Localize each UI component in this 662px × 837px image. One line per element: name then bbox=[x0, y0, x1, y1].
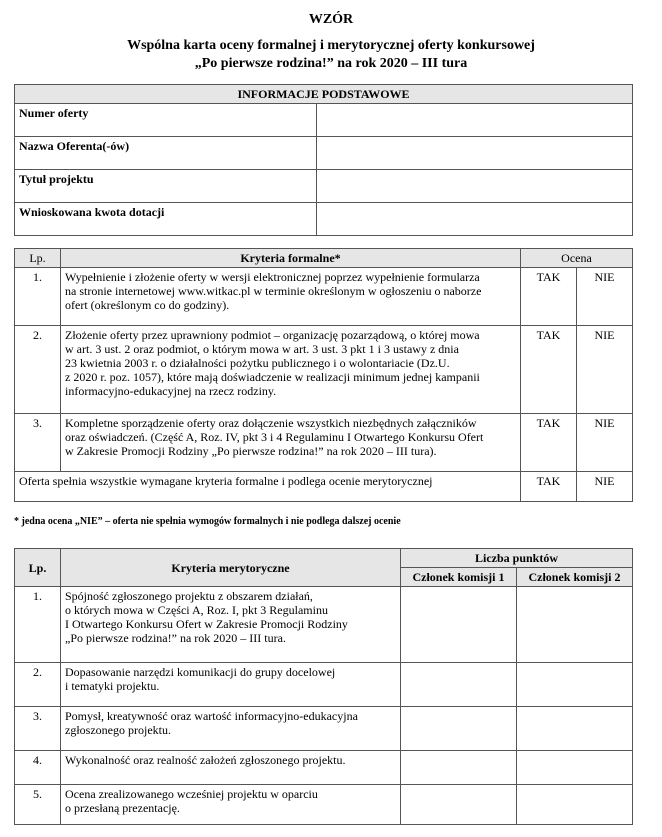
document-title-line1: Wspólna karta oceny formalnej i merytorycznej oferty konkursowej bbox=[127, 38, 535, 53]
member1-score-field[interactable] bbox=[401, 587, 517, 663]
member2-score-field[interactable] bbox=[517, 785, 633, 825]
member1-score-field[interactable] bbox=[401, 707, 517, 751]
offer-number-label: Numer oferty bbox=[15, 104, 317, 137]
document-label: WZÓR bbox=[308, 12, 354, 27]
summary-row bbox=[15, 472, 633, 502]
points-header: Liczba punktów bbox=[401, 549, 633, 568]
member1-score-field[interactable] bbox=[401, 751, 517, 785]
table-row bbox=[15, 707, 633, 751]
table-row bbox=[15, 785, 633, 825]
formal-summary-text: Oferta spełnia wszystkie wymagane kryteria formalne i podlega ocenie merytorycznej bbox=[15, 472, 521, 502]
formal-criteria-table bbox=[14, 248, 633, 502]
grant-amount-label: Wnioskowana kwota dotacji bbox=[15, 203, 317, 236]
table-row bbox=[15, 587, 633, 663]
member1-score-field[interactable] bbox=[401, 785, 517, 825]
applicant-name-field[interactable] bbox=[317, 137, 633, 170]
member2-score-field[interactable] bbox=[517, 587, 633, 663]
rating-no[interactable]: NIE bbox=[577, 326, 633, 414]
rating-no[interactable]: NIE bbox=[577, 268, 633, 326]
table-row bbox=[15, 414, 633, 472]
member1-header: Członek komisji 1 bbox=[401, 568, 517, 587]
formal-row-text: Kompletne sporządzenie oferty oraz dołączenie wszystkich niezbędnych załączników oraz oświadczeń. (Część A, Roz. IV, pkt 3 i 4 Regulaminu I Otwartego Konkursu Ofert w Zakresie Promocji Rodziny „Po pierwsze rodzina!” na rok 2020 – III tura). bbox=[61, 414, 521, 472]
merit-row-text: Wykonalność oraz realność założeń zgłoszonego projektu. bbox=[61, 751, 401, 785]
summary-rating-no[interactable]: NIE bbox=[577, 472, 633, 502]
formal-row-lp: 2. bbox=[15, 326, 61, 414]
merit-row-text: Spójność zgłoszonego projektu z obszarem działań, o których mowa w Części A, Roz. I, pkt 3 Regulaminu I Otwartego Konkursu Ofert w Zakresie Promocji Rodziny „Po pierwsze rodzina!” na rok 2020 – III tura. bbox=[61, 587, 401, 663]
merit-row-text: Ocena zrealizowanego wcześniej projektu w oparciu o przesłaną prezentację. bbox=[61, 785, 401, 825]
member2-header: Członek komisji 2 bbox=[517, 568, 633, 587]
member2-score-field[interactable] bbox=[517, 751, 633, 785]
merit-row-lp: 3. bbox=[15, 707, 61, 751]
member2-score-field[interactable] bbox=[517, 707, 633, 751]
rating-yes[interactable]: TAK bbox=[521, 268, 577, 326]
table-row bbox=[15, 268, 633, 326]
applicant-name-label: Nazwa Oferenta(-ów) bbox=[15, 137, 317, 170]
merit-row-lp: 2. bbox=[15, 663, 61, 707]
merit-criteria-table bbox=[14, 548, 633, 825]
rating-no[interactable]: NIE bbox=[577, 414, 633, 472]
footnote: * jedna ocena „NIE” – oferta nie spełnia wymogów formalnych i nie podlega dalszej ocenie bbox=[14, 516, 401, 527]
table-row bbox=[15, 663, 633, 707]
project-title-label: Tytuł projektu bbox=[15, 170, 317, 203]
rating-yes[interactable]: TAK bbox=[521, 414, 577, 472]
merit-row-lp: 1. bbox=[15, 587, 61, 663]
merit-lp-header: Lp. bbox=[15, 549, 61, 587]
formal-row-text: Wypełnienie i złożenie oferty w wersji elektronicznej poprzez wypełnienie formularza na stronie internetowej www.witkac.pl w terminie określonym w ogłoszeniu o naborze ofert (określonym co do godziny). bbox=[61, 268, 521, 326]
formal-rating-header: Ocena bbox=[521, 249, 633, 268]
formal-row-lp: 1. bbox=[15, 268, 61, 326]
offer-number-field[interactable] bbox=[317, 104, 633, 137]
merit-row-lp: 4. bbox=[15, 751, 61, 785]
table-row bbox=[15, 751, 633, 785]
member1-score-field[interactable] bbox=[401, 663, 517, 707]
table-row bbox=[15, 326, 633, 414]
merit-row-text: Dopasowanie narzędzi komunikacji do grupy docelowej i tematyki projektu. bbox=[61, 663, 401, 707]
merit-criteria-header: Kryteria merytoryczne bbox=[61, 549, 401, 587]
formal-lp-header: Lp. bbox=[15, 249, 61, 268]
basic-info-table bbox=[14, 84, 633, 236]
document-title-line2: „Po pierwsze rodzina!” na rok 2020 – III tura bbox=[194, 56, 468, 71]
formal-criteria-header: Kryteria formalne* bbox=[61, 249, 521, 268]
merit-row-lp: 5. bbox=[15, 785, 61, 825]
formal-row-lp: 3. bbox=[15, 414, 61, 472]
grant-amount-field[interactable] bbox=[317, 203, 633, 236]
merit-row-text: Pomysł, kreatywność oraz wartość informacyjno-edukacyjna zgłoszonego projektu. bbox=[61, 707, 401, 751]
summary-rating-yes[interactable]: TAK bbox=[521, 472, 577, 502]
rating-yes[interactable]: TAK bbox=[521, 326, 577, 414]
member2-score-field[interactable] bbox=[517, 663, 633, 707]
formal-row-text: Złożenie oferty przez uprawniony podmiot – organizację pozarządową, o której mowa w art. 3 ust. 2 oraz podmiot, o którym mowa w art. 3 ust. 3 pkt 1 i 3 ustawy z dnia 23 kwietnia 2003 r. o działalności pożytku publicznego i o wolontariacie (Dz.U. z 2020 r. poz. 1057), które mają doświadczenie w realizacji minimum jednej kampanii informacyjno-edukacyjnej na rzecz rodziny. bbox=[61, 326, 521, 414]
basic-info-heading: INFORMACJE PODSTAWOWE bbox=[15, 85, 633, 104]
project-title-field[interactable] bbox=[317, 170, 633, 203]
